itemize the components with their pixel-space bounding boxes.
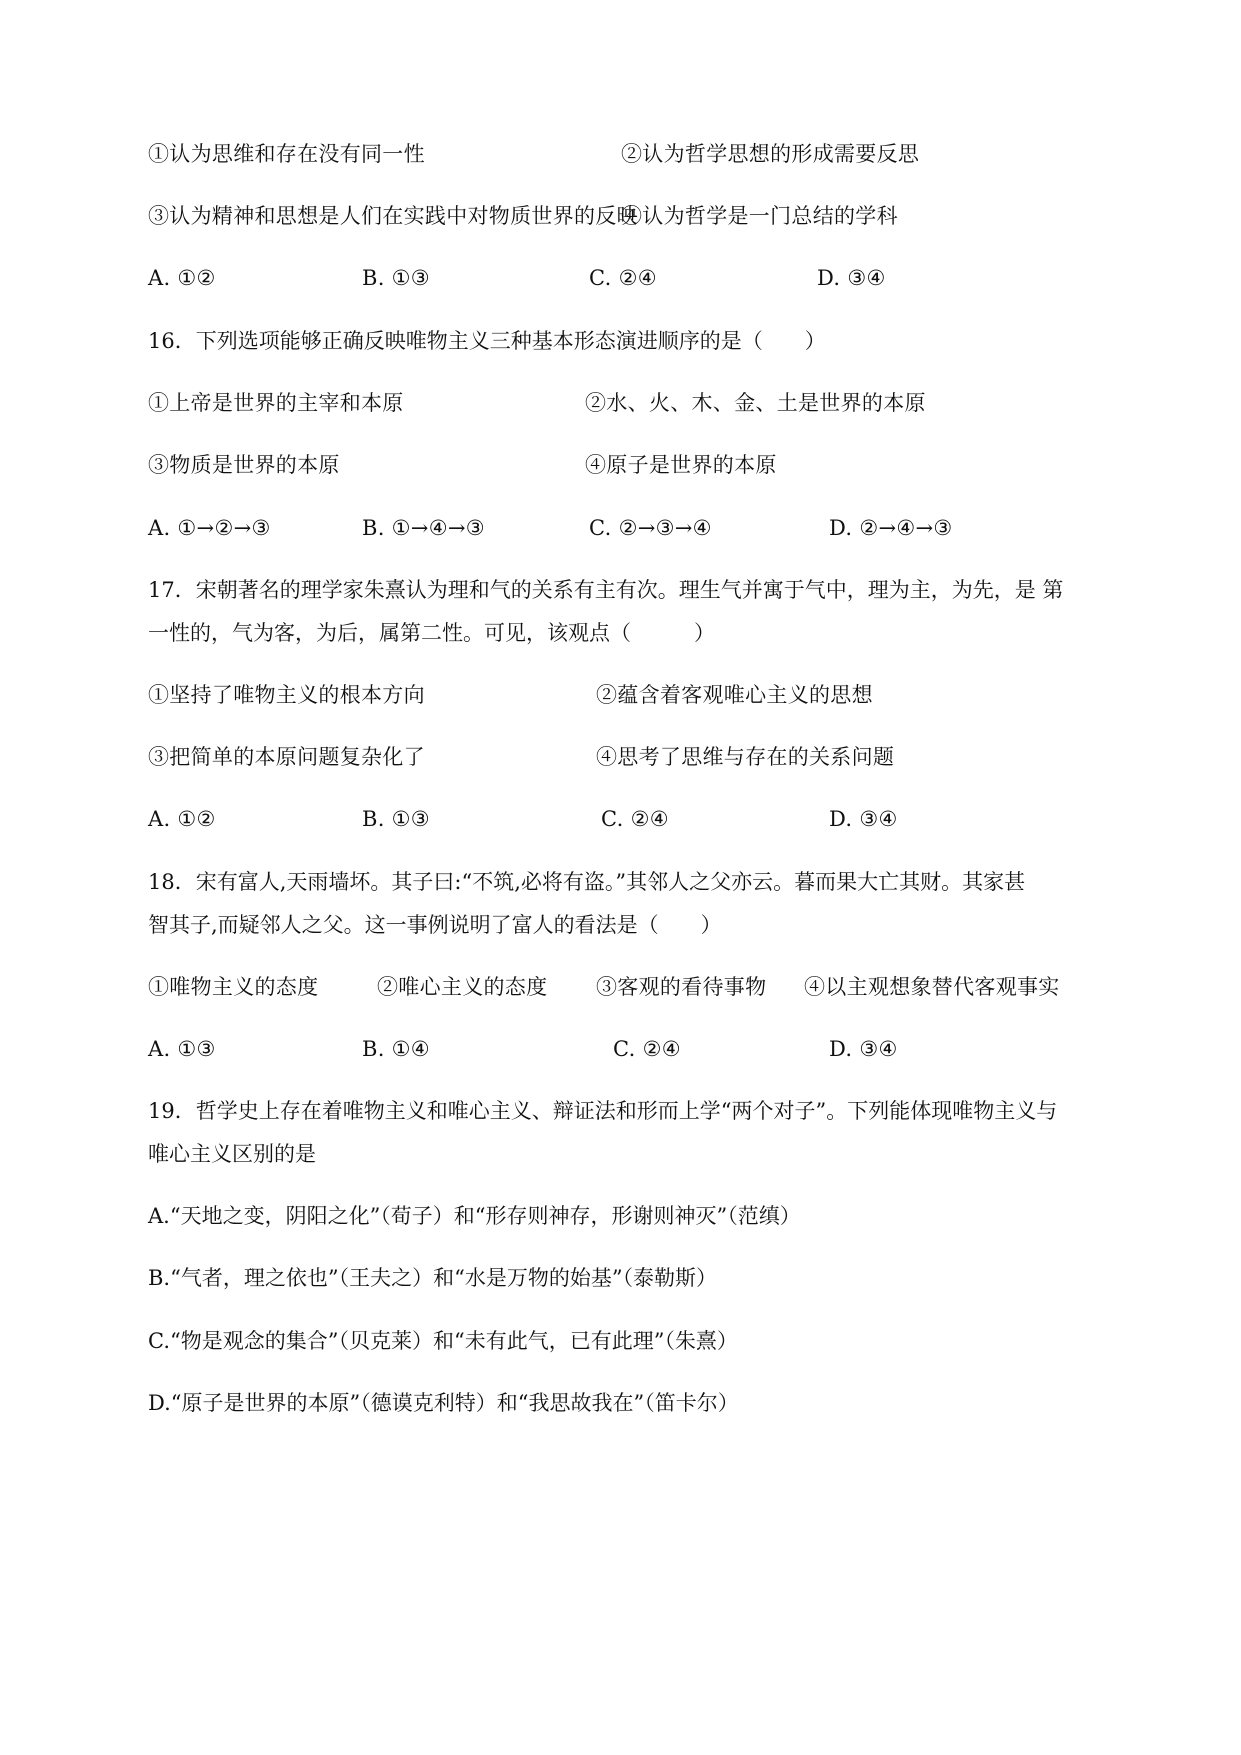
q18-option-b: B. ①④ — [362, 1037, 430, 1061]
q15-option-c: C. ②④ — [589, 266, 657, 290]
q16-stem: 16．下列选项能够正确反映唯物主义三种基本形态演进顺序的是（ ） — [148, 329, 826, 353]
q17-option-b: B. ①③ — [362, 807, 430, 831]
q19-option-c: C.“物是观念的集合”（贝克莱）和“未有此气，已有此理”（朱熹） — [148, 1329, 738, 1353]
q17-option-a: A. ①② — [148, 807, 216, 831]
q15-option-a: A. ①② — [148, 266, 216, 290]
q15-statement-row-1 — [148, 134, 1091, 174]
q15-options — [148, 258, 1091, 298]
q17-options — [148, 799, 1091, 839]
q17-statement-4: ④思考了思维与存在的关系问题 — [596, 745, 895, 769]
q18-stem-line-2: 智其子,而疑邻人之父。这一事例说明了富人的看法是（ ） — [148, 913, 722, 937]
q16-statement-row-2 — [148, 445, 1091, 485]
q18-options — [148, 1029, 1091, 1069]
q15-statement-3: ③认为精神和思想是人们在实践中对物质世界的反映 — [148, 204, 638, 228]
q17-option-c: C. ②④ — [601, 807, 669, 831]
q18-statement-3: ③客观的看待事物 — [596, 975, 767, 999]
q19-stem-line-2: 唯心主义区别的是 — [148, 1142, 316, 1166]
q19-option-d: D.“原子是世界的本原”（德谟克利特）和“我思故我在”（笛卡尔） — [148, 1391, 739, 1415]
q15-option-b: B. ①③ — [362, 266, 430, 290]
q17-stem-line-1: 17．宋朝著名的理学家朱熹认为理和气的关系有主有次。理生气并寓于气中，理为主，为先，是 第 — [148, 578, 1064, 602]
q18-statement-4: ④以主观想象替代客观事实 — [804, 975, 1060, 999]
q16-option-c: C. ②→③→④ — [589, 516, 712, 540]
q16-option-a: A. ①→②→③ — [148, 516, 271, 540]
q19-option-a: A.“天地之变，阴阳之化”（荀子）和“形存则神存，形谢则神灭”（范缜） — [148, 1204, 801, 1228]
q16-statement-2: ②水、火、木、金、土是世界的本原 — [585, 391, 926, 415]
q15-statement-4: ④认为哲学是一门总结的学科 — [621, 204, 898, 228]
q18-statements — [148, 967, 1091, 1007]
q15-option-d: D. ③④ — [817, 266, 886, 290]
q19-option-b: B.“气者，理之依也”（王夫之）和“水是万物的始基”（泰勒斯） — [148, 1266, 718, 1290]
q17-statement-3: ③把简单的本原问题复杂化了 — [148, 745, 425, 769]
q18-option-a: A. ①③ — [148, 1037, 216, 1061]
q16-options — [148, 508, 1091, 548]
q17-stem-line-2: 一性的，气为客，为后，属第二性。可见，该观点（ ） — [148, 621, 715, 645]
q19-stem-line-1: 19．哲学史上存在着唯物主义和唯心主义、辩证法和形而上学“两个对子”。下列能体现唯物主义与 — [148, 1099, 1058, 1123]
q15-statement-2: ②认为哲学思想的形成需要反思 — [621, 142, 920, 166]
q16-option-d: D. ②→④→③ — [829, 516, 953, 540]
q16-statement-4: ④原子是世界的本原 — [585, 453, 777, 477]
q17-statement-1: ①坚持了唯物主义的根本方向 — [148, 683, 425, 707]
q16-statement-row-1 — [148, 383, 1091, 423]
q18-statement-2: ②唯心主义的态度 — [377, 975, 548, 999]
q18-option-d: D. ③④ — [829, 1037, 898, 1061]
q16-option-b: B. ①→④→③ — [362, 516, 485, 540]
q18-stem-line-1: 18．宋有富人,天雨墙坏。其子曰:“不筑,必将有盗。”其邻人之父亦云。暮而果大亡其财。其家甚 — [148, 870, 1026, 894]
q15-statement-row-2 — [148, 196, 1091, 236]
q15-statement-1: ①认为思维和存在没有同一性 — [148, 142, 425, 166]
q16-statement-1: ①上帝是世界的主宰和本原 — [148, 391, 404, 415]
q17-statement-row-1 — [148, 675, 1091, 715]
q18-statement-1: ①唯物主义的态度 — [148, 975, 319, 999]
q17-statement-2: ②蕴含着客观唯心主义的思想 — [596, 683, 873, 707]
q17-option-d: D. ③④ — [829, 807, 898, 831]
q18-option-c: C. ②④ — [613, 1037, 681, 1061]
q16-statement-3: ③物质是世界的本原 — [148, 453, 340, 477]
q17-statement-row-2 — [148, 737, 1091, 777]
